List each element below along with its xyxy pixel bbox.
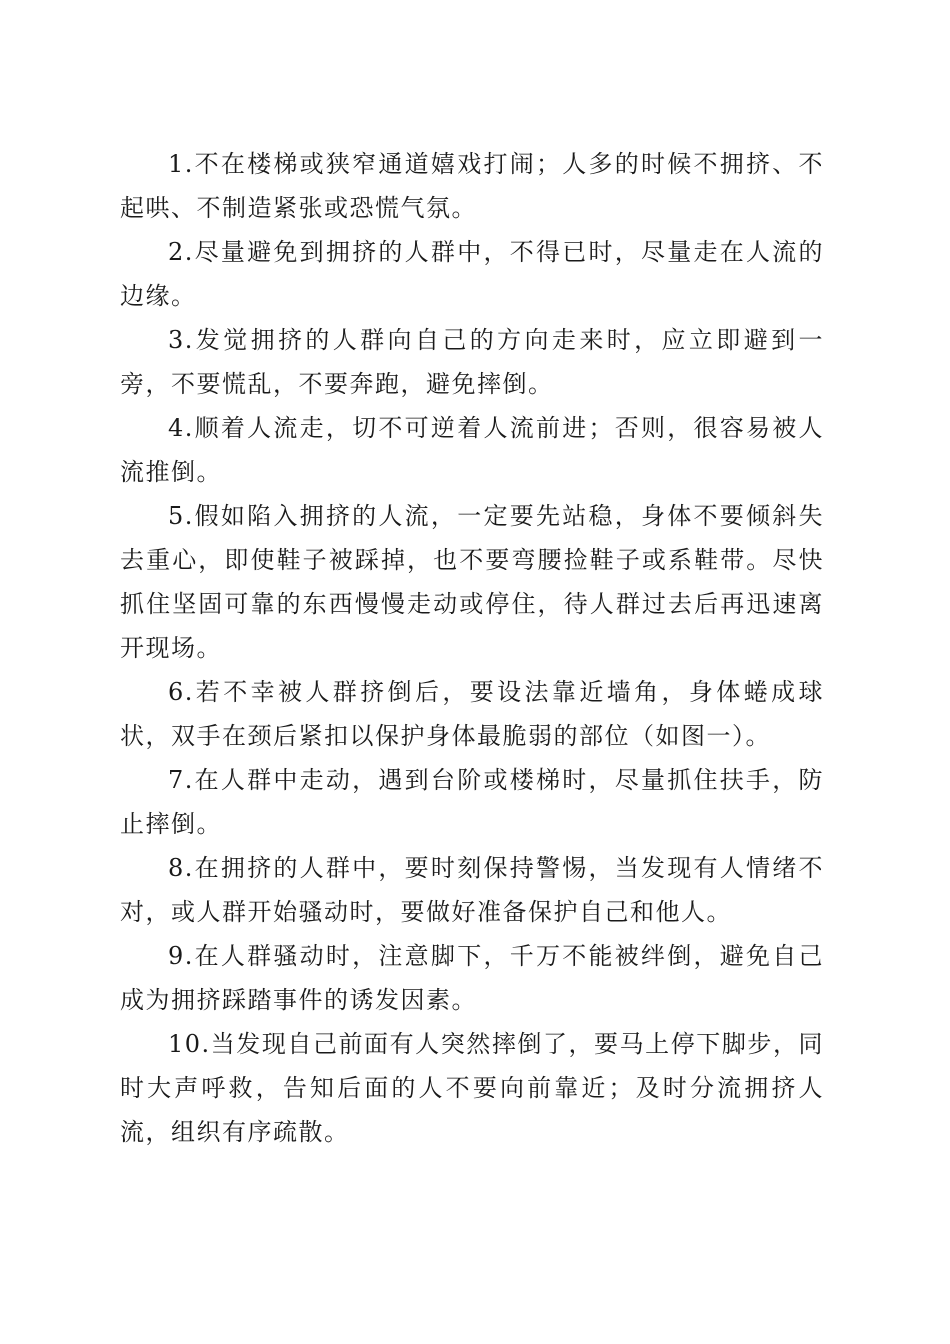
paragraph-9: 9.在人群骚动时，注意脚下，千万不能被绊倒，避免自己成为拥挤踩踏事件的诱发因素。 [120,942,824,1014]
paragraph-7: 7.在人群中走动，遇到台阶或楼梯时，尽量抓住扶手，防止摔倒。 [120,766,824,838]
paragraph-6: 6.若不幸被人群挤倒后，要设法靠近墙角，身体蜷成球状，双手在颈后紧扣以保护身体最脆弱的部位（如图一）。 [120,678,824,750]
paragraph-1: 1.不在楼梯或狭窄通道嬉戏打闹；人多的时候不拥挤、不起哄、不制造紧张或恐慌气氛。 [120,150,824,222]
paragraph-5: 5.假如陷入拥挤的人流，一定要先站稳，身体不要倾斜失去重心，即使鞋子被踩掉，也不要弯腰捡鞋子或系鞋带。尽快抓住坚固可靠的东西慢慢走动或停住，待人群过去后再迅速离开现场。 [120,502,824,662]
paragraph-4: 4.顺着人流走，切不可逆着人流前进；否则，很容易被人流推倒。 [120,414,824,486]
paragraph-8: 8.在拥挤的人群中，要时刻保持警惕，当发现有人情绪不对，或人群开始骚动时，要做好准备保护自己和他人。 [120,854,824,926]
paragraph-10: 10.当发现自己前面有人突然摔倒了，要马上停下脚步，同时大声呼救，告知后面的人不要向前靠近；及时分流拥挤人流，组织有序疏散。 [120,1030,824,1146]
paragraph-3: 3.发觉拥挤的人群向自己的方向走来时，应立即避到一旁，不要慌乱，不要奔跑，避免摔倒。 [120,326,824,398]
paragraph-2: 2.尽量避免到拥挤的人群中，不得已时，尽量走在人流的边缘。 [120,238,824,310]
document-body [120,142,824,1154]
